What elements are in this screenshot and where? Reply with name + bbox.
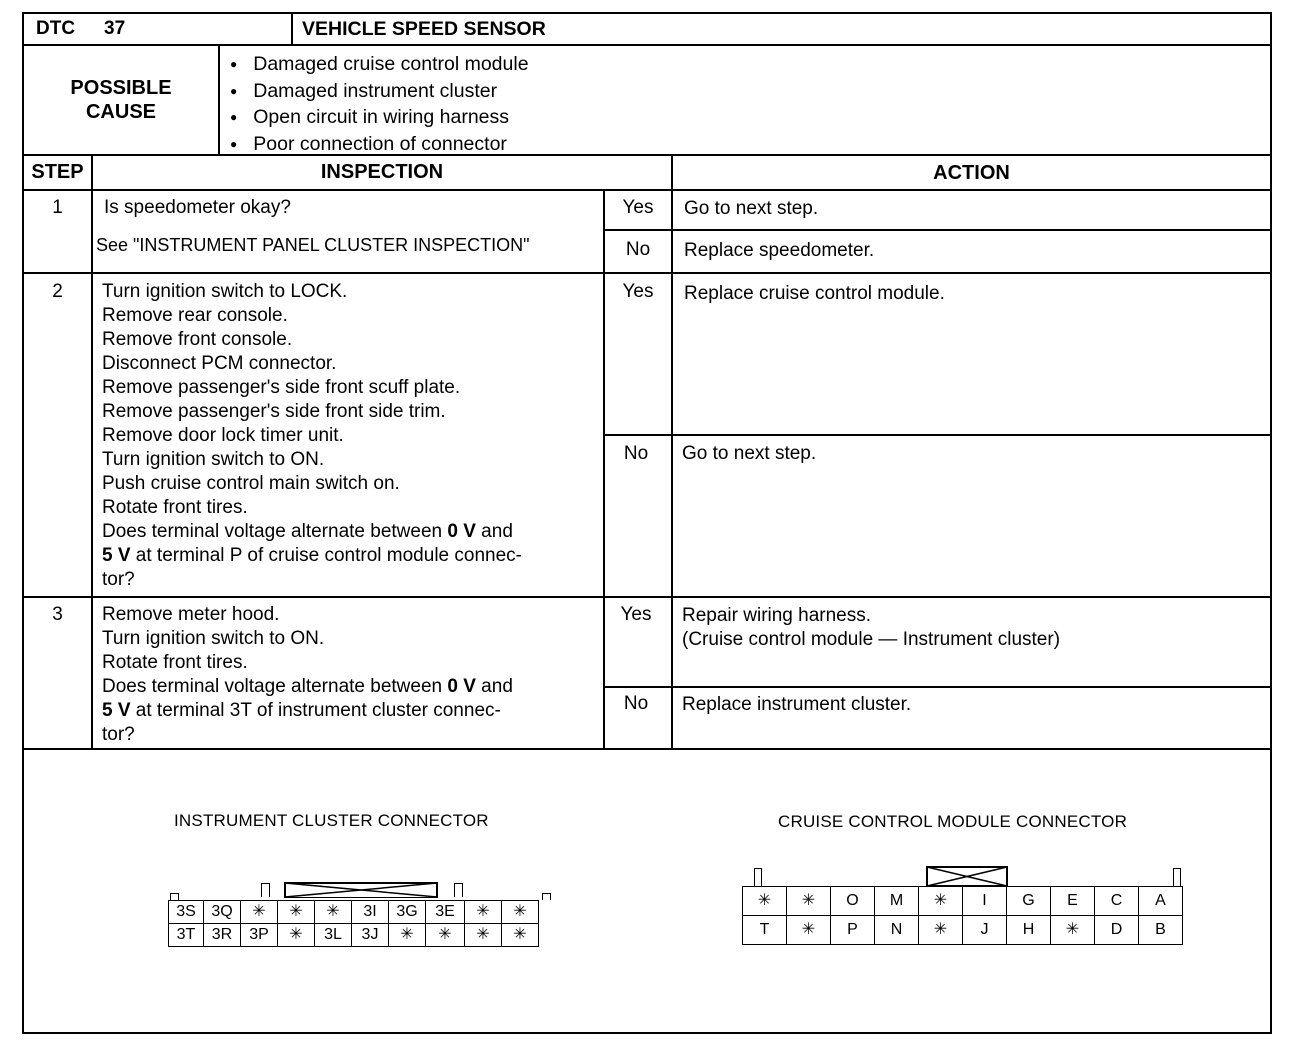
inspection-line: Turn ignition switch to ON. xyxy=(102,628,325,649)
connector-pin: A xyxy=(1139,887,1183,916)
no-action: Go to next step. xyxy=(682,443,817,464)
connector-pin: I xyxy=(963,887,1007,916)
question-value: 5 V xyxy=(102,545,131,566)
step-inspection-text: Is speedometer okay? xyxy=(104,197,291,218)
connector-pin: T xyxy=(743,916,787,945)
connector-pin: ✳ xyxy=(315,901,352,924)
question-part: and xyxy=(475,521,513,542)
no-action: Replace speedometer. xyxy=(684,240,875,261)
connector-pin-tab xyxy=(754,868,762,887)
cruise-connector-pins xyxy=(742,886,1183,945)
question-part: Does terminal voltage alternate between xyxy=(102,676,448,697)
instrument-connector-pins xyxy=(168,900,539,947)
connector-pin: D xyxy=(1095,916,1139,945)
connector-pin-row xyxy=(169,901,539,924)
connector-pin-tab xyxy=(261,883,270,897)
connector-pin: ✳ xyxy=(502,901,539,924)
inspection-line: Remove passenger's side front scuff plate. xyxy=(102,377,461,398)
dtc-code: 37 xyxy=(104,18,126,39)
inspection-question xyxy=(102,520,522,544)
cause-item: ● Damaged instrument cluster xyxy=(230,79,529,106)
connector-pin: 3G xyxy=(389,901,426,924)
connector-pin: ✳ xyxy=(241,901,278,924)
connector-pin: G xyxy=(1007,887,1051,916)
inspection-question: tor? xyxy=(102,569,135,590)
connector-pin: ✳ xyxy=(919,887,963,916)
connector-pin: ✳ xyxy=(787,916,831,945)
question-part: and xyxy=(475,676,513,697)
inspection-line: Rotate front tires. xyxy=(102,652,248,673)
connector-pin: ✳ xyxy=(502,924,539,947)
connector-pin: J xyxy=(963,916,1007,945)
inspection-question xyxy=(102,675,513,699)
inspection-question xyxy=(102,544,522,568)
inspection-question xyxy=(102,699,513,723)
step-number: 2 xyxy=(52,281,63,302)
connector-latch-icon xyxy=(926,866,1008,887)
question-part: Does terminal voltage alternate between xyxy=(102,521,448,542)
possible-cause-list xyxy=(230,52,529,158)
question-value: 0 V xyxy=(447,676,476,697)
connector-pin-tab xyxy=(1173,868,1181,887)
step-inspection-text xyxy=(102,280,522,592)
connector-pin-tab xyxy=(170,893,179,900)
cause-item: ● Poor connection of connector xyxy=(230,132,529,159)
connector-pin: ✳ xyxy=(389,924,426,947)
connector-pin: ✳ xyxy=(787,887,831,916)
step-number: 3 xyxy=(52,604,63,625)
step-note: See "INSTRUMENT PANEL CLUSTER INSPECTION" xyxy=(96,235,530,255)
connector-pin: 3R xyxy=(204,924,241,947)
yes-action: Go to next step. xyxy=(684,198,819,219)
dtc-label: DTC xyxy=(36,18,76,39)
possible-cause-label-line2: CAUSE xyxy=(85,101,156,123)
page-title: VEHICLE SPEED SENSOR xyxy=(302,18,546,40)
question-value: 5 V xyxy=(102,700,131,721)
yes-action: Replace cruise control module. xyxy=(684,283,945,304)
connector-pin: B xyxy=(1139,916,1183,945)
connector-pin: 3T xyxy=(169,924,204,947)
cause-item: ● Damaged cruise control module xyxy=(230,52,529,79)
connector-pin: ✳ xyxy=(743,887,787,916)
instrument-connector-title: INSTRUMENT CLUSTER CONNECTOR xyxy=(174,811,489,830)
connector-pin: P xyxy=(831,916,875,945)
inspection-line: Push cruise control main switch on. xyxy=(102,473,400,494)
inspection-line: Remove door lock timer unit. xyxy=(102,425,344,446)
connector-pin: ✳ xyxy=(919,916,963,945)
no-label: No xyxy=(623,693,649,714)
connector-pin: 3L xyxy=(315,924,352,947)
inspection-line: Remove rear console. xyxy=(102,305,288,326)
connector-pin: 3P xyxy=(241,924,278,947)
question-part: at terminal 3T of instrument cluster connec- xyxy=(130,700,501,721)
connector-pin: ✳ xyxy=(465,924,502,947)
inspection-question: tor? xyxy=(102,724,135,745)
inspection-line: Remove meter hood. xyxy=(102,604,280,625)
question-value: 0 V xyxy=(447,521,476,542)
inspection-line: Remove front console. xyxy=(102,329,293,350)
no-label: No xyxy=(623,443,649,464)
connector-pin-row xyxy=(743,916,1183,945)
connector-pin-tab xyxy=(454,883,463,897)
connector-pin: 3Q xyxy=(204,901,241,924)
connector-pin: ✳ xyxy=(1051,916,1095,945)
connector-pin: H xyxy=(1007,916,1051,945)
connector-pin: N xyxy=(875,916,919,945)
possible-cause-label-line1: POSSIBLE xyxy=(70,77,172,99)
cause-item: ● Open circuit in wiring harness xyxy=(230,105,529,132)
inspection-line: Remove passenger's side front side trim. xyxy=(102,401,446,422)
action-line: (Cruise control module — Instrument cluster) xyxy=(682,629,1061,650)
connector-pin: M xyxy=(875,887,919,916)
connector-pin: ✳ xyxy=(278,901,315,924)
connector-pin-row xyxy=(743,887,1183,916)
connector-pin: 3S xyxy=(169,901,204,924)
connector-pin-tab xyxy=(542,893,551,900)
yes-label: Yes xyxy=(622,281,654,302)
connector-pin: ✳ xyxy=(426,924,465,947)
question-part: at terminal P of cruise control module connec- xyxy=(130,545,522,566)
connector-latch-icon xyxy=(284,882,438,898)
connector-pin-row xyxy=(169,924,539,947)
connector-pin: 3E xyxy=(426,901,465,924)
inspection-line: Turn ignition switch to ON. xyxy=(102,449,325,470)
connector-pin: E xyxy=(1051,887,1095,916)
connector-pin: ✳ xyxy=(465,901,502,924)
connector-pin: 3I xyxy=(352,901,389,924)
yes-label: Yes xyxy=(622,197,654,218)
no-action: Replace instrument cluster. xyxy=(682,694,912,715)
cruise-connector-title: CRUISE CONTROL MODULE CONNECTOR xyxy=(778,812,1128,831)
connector-pin: ✳ xyxy=(278,924,315,947)
step-number: 1 xyxy=(52,197,63,218)
step-column-header: STEP xyxy=(31,161,84,183)
connector-pin: C xyxy=(1095,887,1139,916)
possible-cause-label xyxy=(24,76,218,124)
no-label: No xyxy=(625,239,651,260)
yes-label: Yes xyxy=(620,604,652,625)
inspection-line: Rotate front tires. xyxy=(102,497,248,518)
action-line: Repair wiring harness. xyxy=(682,605,872,626)
action-column-header: ACTION xyxy=(933,162,1010,184)
inspection-line: Turn ignition switch to LOCK. xyxy=(102,281,348,302)
connector-pin: O xyxy=(831,887,875,916)
connector-pin: 3J xyxy=(352,924,389,947)
yes-action xyxy=(682,604,1060,652)
inspection-column-header: INSPECTION xyxy=(320,161,444,183)
inspection-line: Disconnect PCM connector. xyxy=(102,353,337,374)
step-inspection-text xyxy=(102,603,513,747)
